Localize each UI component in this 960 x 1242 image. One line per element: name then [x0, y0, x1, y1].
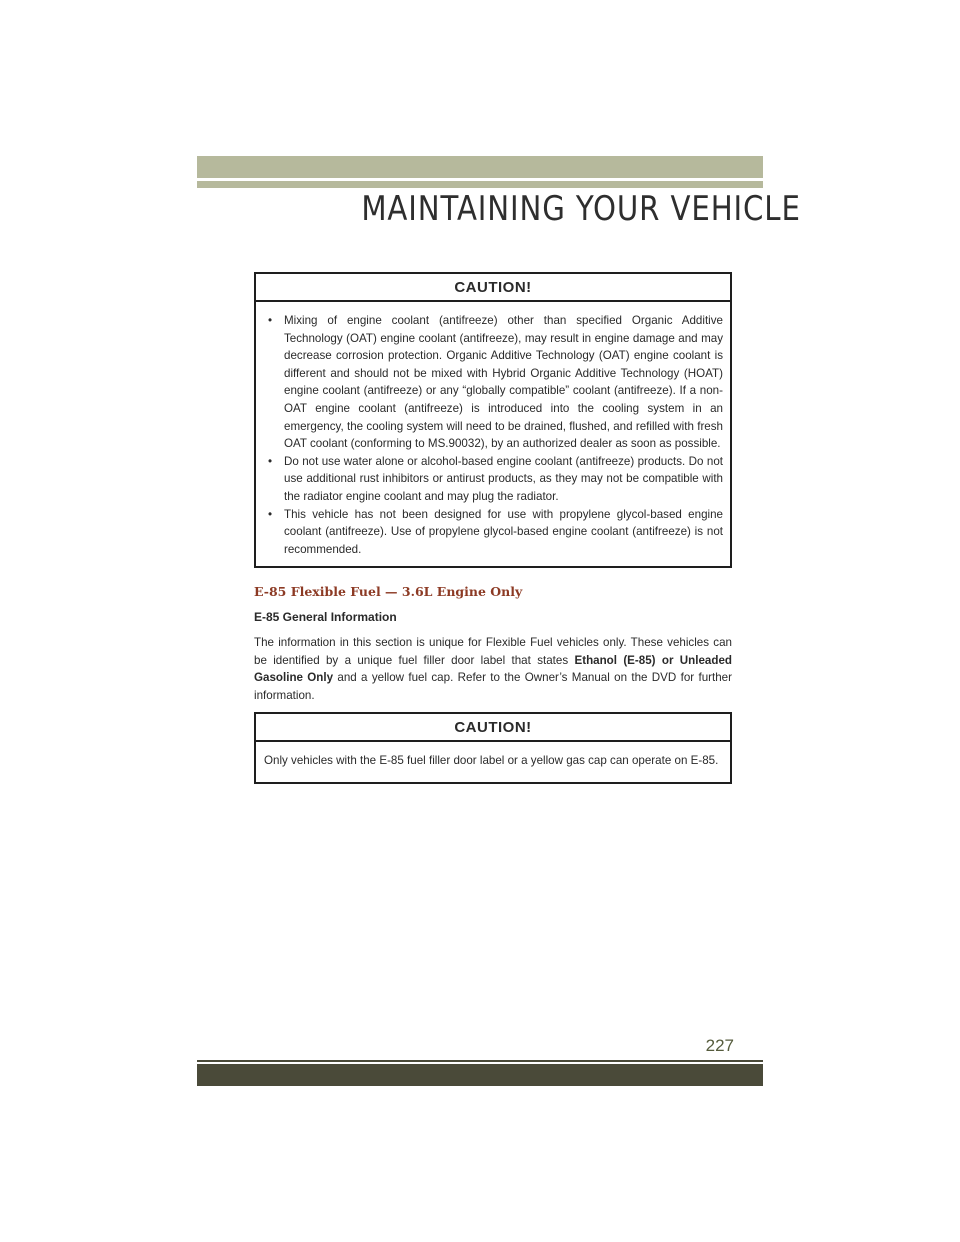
- e85-heading: E-85 Flexible Fuel — 3.6L Engine Only: [254, 584, 523, 599]
- caution-bullet: • This vehicle has not been designed for use with propylene glycol-based engine coolant (antifreeze). Use of propylene glycol-based engine coolant (antifreeze) is not recommended.: [264, 506, 723, 559]
- caution-title: CAUTION!: [256, 274, 730, 302]
- caution-box-e85: [254, 712, 732, 784]
- header-bar: [197, 156, 763, 178]
- caution-title: CAUTION!: [256, 714, 730, 742]
- caution-box-coolant: [254, 272, 732, 568]
- caution-bullet: • Do not use water alone or alcohol-based engine coolant (antifreeze) products. Do not use additional rust inhibitors or antirust products, as they may not be compatible with the radiator engine coolant and may plug the radiator.: [264, 453, 723, 506]
- section-title: MAINTAINING YOUR VEHICLE: [361, 189, 801, 229]
- e85-info-paragraph: [254, 634, 732, 704]
- caution-text: Only vehicles with the E-85 fuel filler door label or a yellow gas cap can operate on E-85.: [264, 754, 719, 767]
- header-rule: [197, 181, 763, 188]
- para-text-start: The information in this section is unique for Flexible Fuel vehicles only. These vehicles can be identified by a unique fuel filler door label that states: [254, 636, 732, 667]
- footer-bar: [197, 1064, 763, 1086]
- caution-bullet-list: [264, 312, 723, 558]
- caution-bullet: • Mixing of engine coolant (antifreeze) other than specified Organic Additive Technology (OAT) engine coolant (antifreeze), may result in engine damage and may decrease corrosion protection. Organic Additive Technology (OAT) engine coolant is different and should not be mixed with Hybrid Organic Additive Technology (HOAT) engine coolant (antifreeze) or any “globally compatible” coolant (antifreeze). If a non-OAT engine coolant (antifreeze) is introduced into the cooling system in an emergency, the cooling system will need to be drained, flushed, and refilled with fresh OAT coolant (conforming to MS.90032), by an authorized dealer as soon as possible.: [264, 312, 723, 453]
- caution-body: [256, 302, 730, 566]
- e85-general-info-heading: E-85 General Information: [254, 610, 397, 624]
- para-text-end: and a yellow fuel cap. Refer to the Owner’s Manual on the DVD for further information.: [254, 671, 732, 702]
- para-bold-label: Ethanol (E-85) or Unleaded Gasoline Only: [254, 653, 732, 685]
- footer-rule: [197, 1060, 763, 1062]
- page-number: 227: [705, 1036, 734, 1055]
